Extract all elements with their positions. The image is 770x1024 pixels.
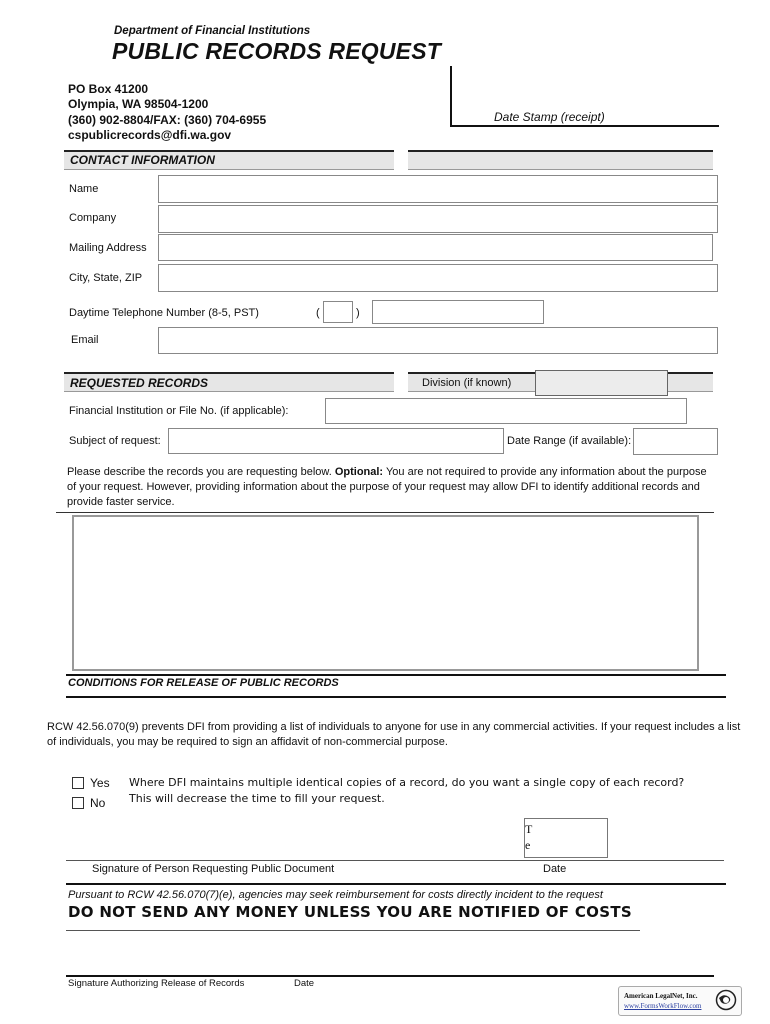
name-field[interactable] <box>158 175 718 203</box>
city-state-zip-label: City, State, ZIP <box>69 272 143 284</box>
phone-label: Daytime Telephone Number (8-5, PST) <box>69 307 259 319</box>
mailing-address-label: Mailing Address <box>69 242 147 254</box>
city-state-zip-field[interactable] <box>158 264 718 292</box>
email-field[interactable] <box>158 327 718 354</box>
address-po-box: PO Box 41200 <box>68 82 149 96</box>
address-phone-fax: (360) 902-8804/FAX: (360) 704-6955 <box>68 113 267 127</box>
contact-section-bar-right <box>408 150 713 170</box>
no-label: No <box>90 796 106 810</box>
yes-label: Yes <box>90 776 110 790</box>
publisher-badge[interactable] <box>618 986 742 1016</box>
phone-number-field[interactable] <box>372 300 544 324</box>
date-range-label: Date Range (if available): <box>507 435 632 447</box>
date-stamp-label: Date Stamp (receipt) <box>494 110 605 124</box>
department-name: Department of Financial Institutions <box>114 25 311 37</box>
division-field[interactable] <box>535 370 668 396</box>
describe-top-rule <box>56 512 714 513</box>
page-title: PUBLIC RECORDS REQUEST <box>112 38 441 64</box>
conditions-section-title: CONDITIONS FOR RELEASE OF PUBLIC RECORDS <box>68 677 339 689</box>
date-stamp-divider <box>450 66 452 126</box>
auth-date-label: Date <box>294 978 315 989</box>
signature-line <box>66 860 724 861</box>
phone-close-paren: ) <box>356 307 360 319</box>
division-label: Division (if known) <box>422 377 512 389</box>
subject-label: Subject of request: <box>69 435 161 447</box>
no-checkbox[interactable] <box>72 797 84 809</box>
money-warning: DO NOT SEND ANY MONEY UNLESS YOU ARE NOTIFIED OF COSTS <box>68 903 632 921</box>
records-description-field[interactable] <box>72 515 699 671</box>
institution-field[interactable] <box>325 398 687 424</box>
institution-label: Financial Institution or File No. (if applicable): <box>69 405 289 417</box>
company-field[interactable] <box>158 205 718 233</box>
warning-underline <box>66 930 640 931</box>
describe-suffix: You are not required to provide any information about the purpose of your request. However, providing information about the purpose of your request may allow DFI to identify additional records and provide faster service. <box>67 466 707 508</box>
conditions-bottom-rule <box>66 696 726 698</box>
address-city: Olympia, WA 98504-1200 <box>68 97 209 111</box>
describe-prefix: Please describe the records you are requesting below. <box>67 466 335 478</box>
phone-open-paren: ( <box>316 307 320 319</box>
area-code-field[interactable] <box>323 301 353 323</box>
signature-date-label: Date <box>543 863 567 875</box>
subject-field[interactable] <box>168 428 504 454</box>
address-email: cspublicrecords@dfi.wa.gov <box>68 128 232 142</box>
reimbursement-note: Pursuant to RCW 42.56.070(7)(e), agencies may seek reimbursement for costs directly incident to the request <box>68 889 603 901</box>
describe-optional: Optional: <box>334 466 384 478</box>
copies-question: Where DFI maintains multiple identical copies of a record, do you want a single copy of each record? This will decrease the time to fill your request. <box>129 776 685 805</box>
rcw-statement: RCW 42.56.070(9) prevents DFI from providing a list of individuals to anyone for use in any commercial activities. If your request includes a list of individuals, you may be required to sign an affidavit of non-commercial purpose. <box>47 721 741 748</box>
publisher-url[interactable]: www.FormsWorkFlow.com <box>624 1002 702 1010</box>
auth-signature-label: Signature Authorizing Release of Records <box>68 978 245 989</box>
describe-instructions <box>67 465 717 510</box>
publisher-globe-icon <box>715 989 737 1011</box>
conditions-top-rule <box>66 674 726 676</box>
signature-label: Signature of Person Requesting Public Document <box>92 863 335 875</box>
company-label: Company <box>69 212 117 224</box>
date-stamp-underline <box>450 125 719 127</box>
yes-checkbox[interactable] <box>72 777 84 789</box>
date-range-field[interactable] <box>633 428 718 455</box>
publisher-name: American LegalNet, Inc. <box>624 992 698 1000</box>
field-char-t: T <box>525 822 533 836</box>
mailing-address-field[interactable] <box>158 234 713 261</box>
requested-section-title: REQUESTED RECORDS <box>70 376 209 390</box>
name-label: Name <box>69 183 99 195</box>
footer-top-rule <box>66 883 726 885</box>
signature-date-field[interactable] <box>524 818 608 858</box>
email-label: Email <box>71 334 99 346</box>
contact-section-title: CONTACT INFORMATION <box>70 153 215 167</box>
auth-signature-line <box>66 975 714 977</box>
field-char-e: e <box>525 838 531 852</box>
